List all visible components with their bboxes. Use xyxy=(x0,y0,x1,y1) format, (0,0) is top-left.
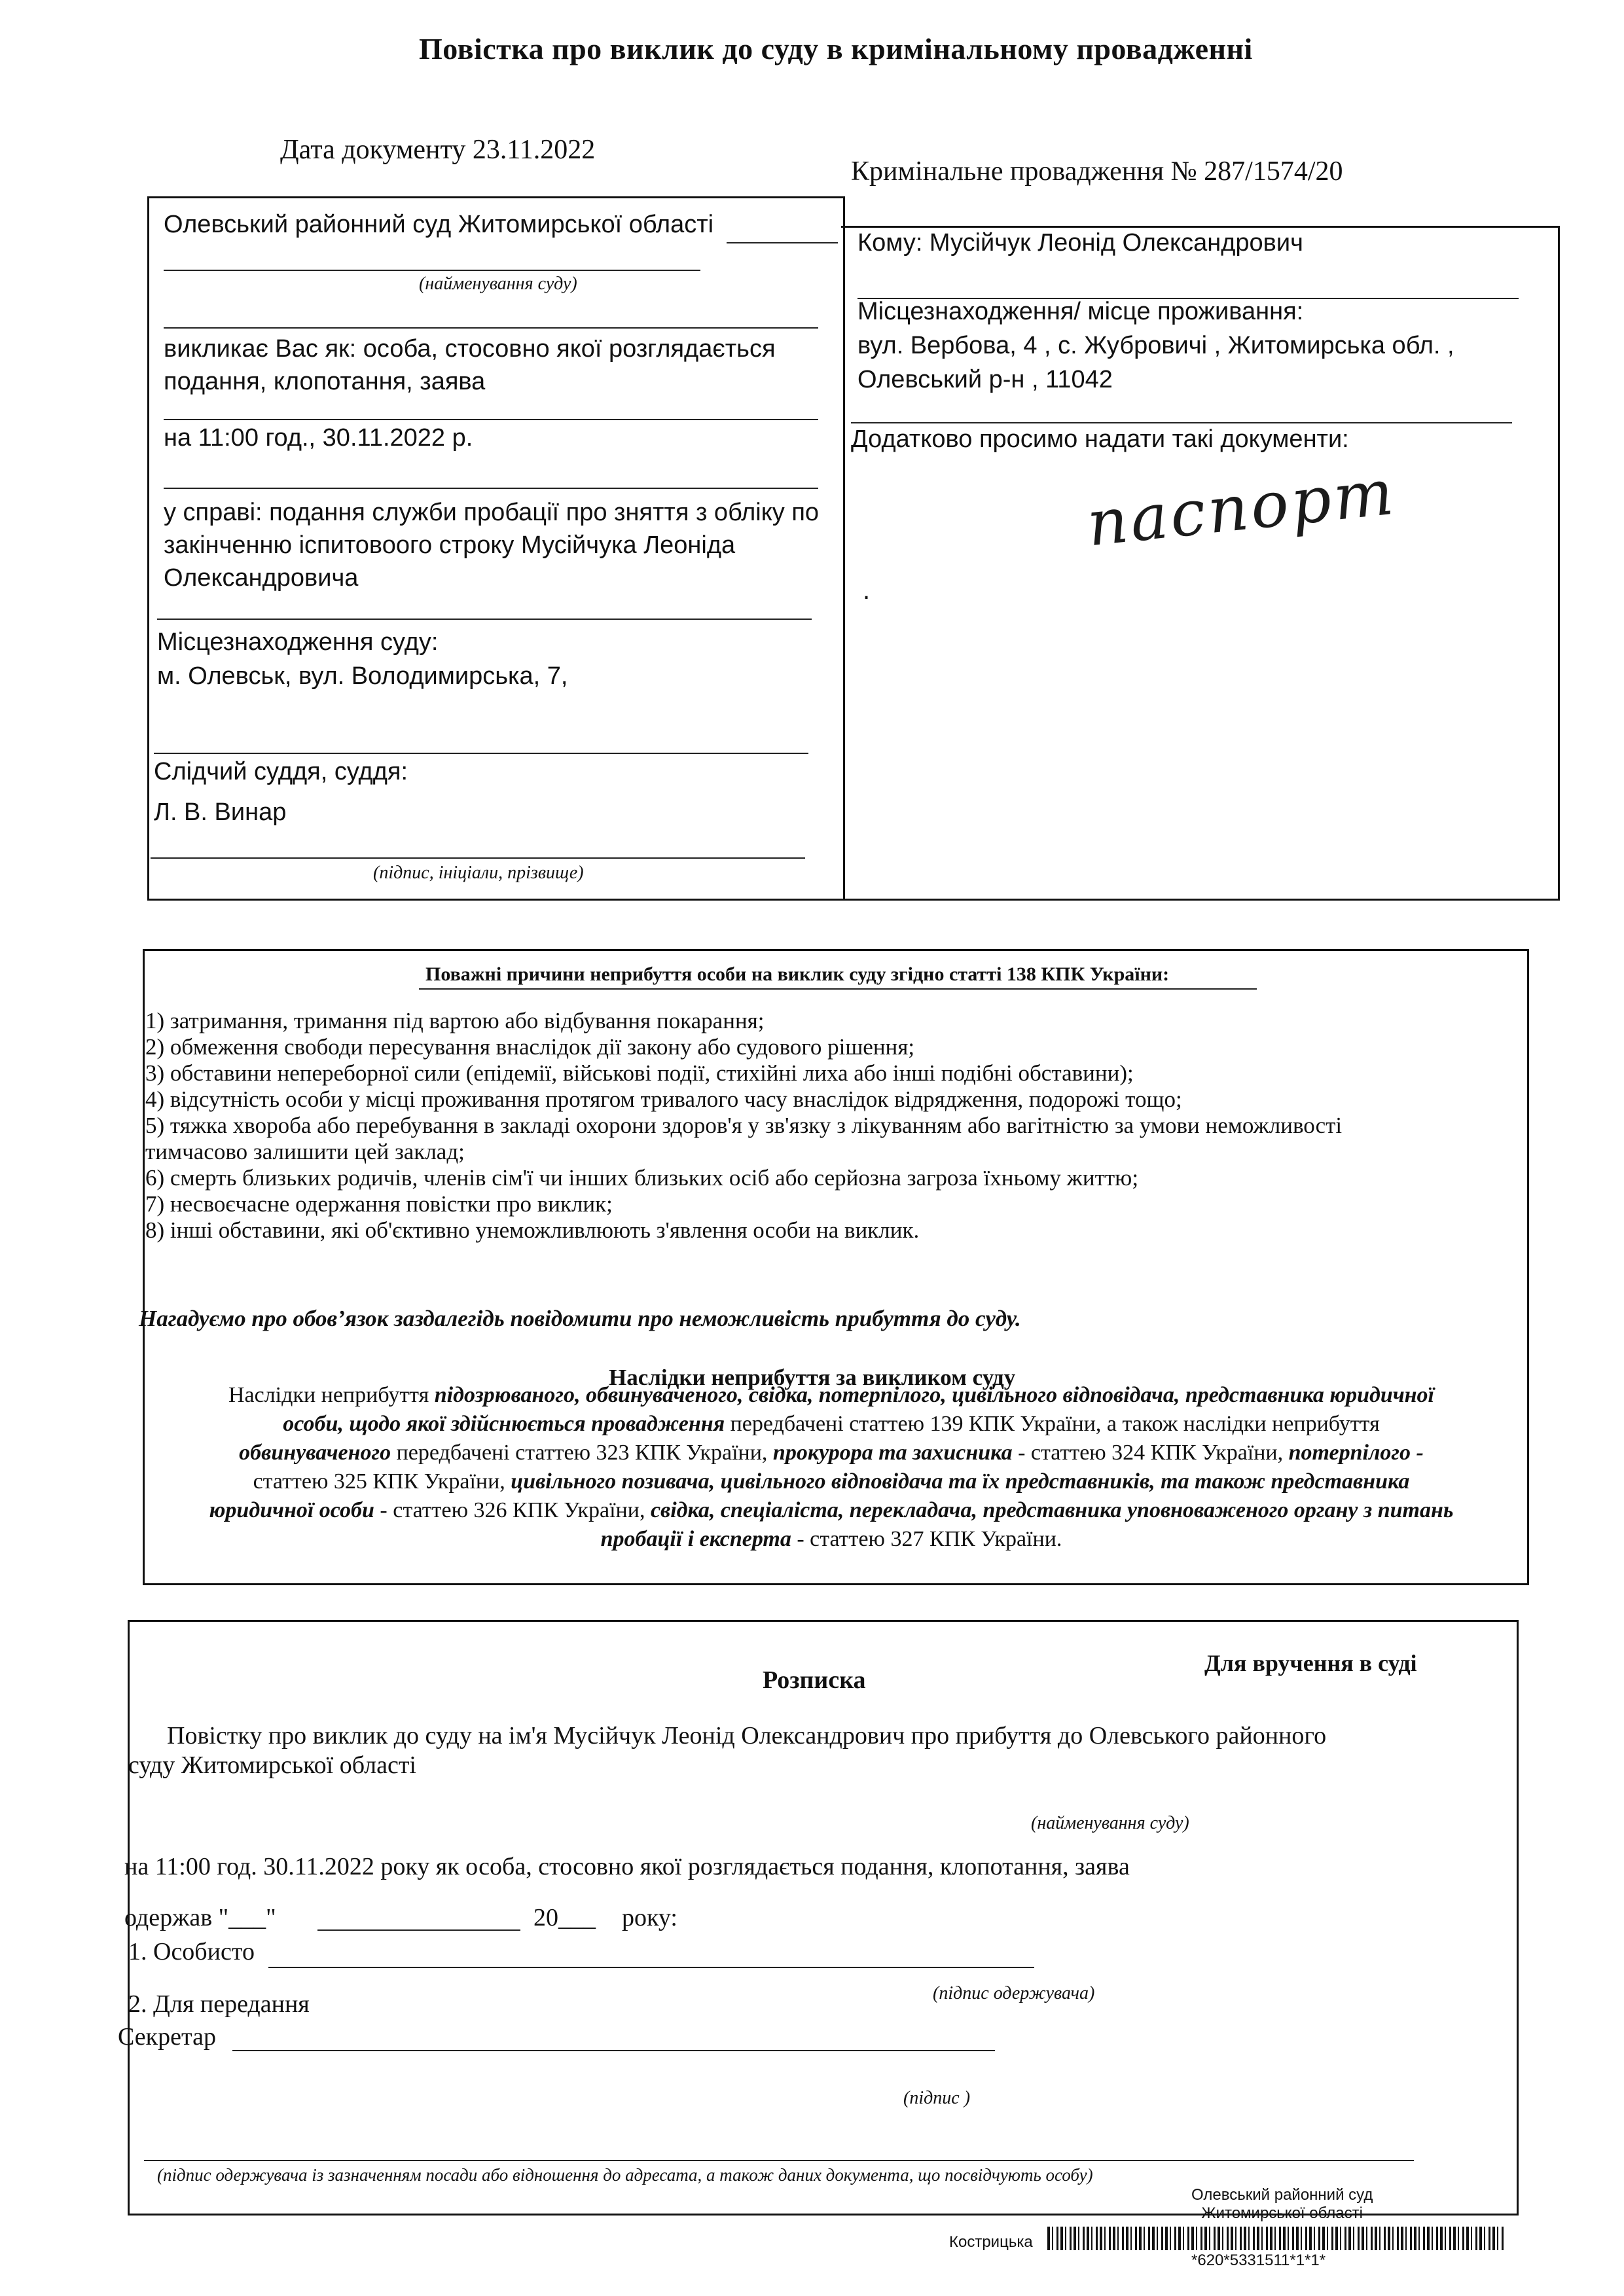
cons-text-emph: прокурора та захисника xyxy=(772,1441,1013,1465)
address-divider xyxy=(851,422,1512,423)
case-subject-line-3: Олександровича xyxy=(164,564,359,592)
document-title: Повістка про виклик до суду в кримінальному провадженні xyxy=(419,32,1253,65)
receipt-court-caption: (найменування суду) xyxy=(1031,1813,1189,1833)
court-location xyxy=(157,625,568,693)
cons-text-emph: цивільного позивача, цивільного відповідача та їх представників, та також представника xyxy=(511,1469,1410,1494)
barcode xyxy=(1047,2227,1506,2250)
consequences-line xyxy=(134,1410,1528,1439)
footer-court-line-2: Житомирської області xyxy=(1201,2204,1363,2222)
footer-clerk: Кострицька xyxy=(949,2233,1033,2251)
signature-caption: (підпис, ініціали, прізвище) xyxy=(373,863,584,883)
summons-as-line-1: викликає Вас як: особа, стосовно якої розглядається xyxy=(164,335,776,363)
consequences-line xyxy=(134,1467,1528,1496)
case-number: Кримінальне провадження № 287/1574/20 xyxy=(851,156,1343,187)
summons-as-line-2: подання, клопотання, заява xyxy=(164,368,486,395)
cons-text-emph: юридичної особи xyxy=(209,1498,374,1522)
bottom-caption: (підпис одержувача із зазначенням посади або відношення до адресата, а також даних документа, що посвідчують особу) xyxy=(157,2165,1093,2185)
consequences-line xyxy=(134,1496,1528,1525)
cons-text-emph: свідка, спеціаліста, перекладача, представника уповноваженого органу з питань xyxy=(650,1498,1454,1522)
bottom-line xyxy=(144,2160,1414,2161)
cons-text: - статтею 324 КПК України, xyxy=(1012,1441,1289,1465)
divider-2 xyxy=(164,419,818,420)
divider-4 xyxy=(157,619,812,620)
divider-1 xyxy=(164,327,818,329)
receipt-line-2: суду Житомирської області xyxy=(128,1751,416,1779)
consequences-text xyxy=(134,1381,1528,1554)
signature-line xyxy=(151,857,805,859)
summons-as xyxy=(164,332,776,398)
reason-item: 5) тяжка хвороба або перебування в закладі охорони здоров'я у зв'язку з лікуванням або вагітністю за умови неможливості xyxy=(145,1113,1343,1138)
cons-text-emph: підозрюваного, обвинуваченого, свідка, потерпілого, цивільного відповідача, представника юридичної xyxy=(434,1383,1434,1407)
barcode-text: *620*5331511*1*1* xyxy=(1191,2251,1326,2269)
secretary-label: Секретар xyxy=(118,2023,216,2051)
receipt-box xyxy=(128,1620,1519,2215)
consequences-line xyxy=(134,1381,1528,1410)
stray-dot: . xyxy=(863,576,871,605)
divider-3 xyxy=(164,488,818,489)
case-subject-line-1: у справі: подання служби пробації про зняття з обліку по xyxy=(164,499,820,526)
cons-text: - статтею 327 КПК України. xyxy=(791,1527,1062,1551)
reason-item: 2) обмеження свободи пересування внаслідок дії закону або судового рішення; xyxy=(145,1034,915,1060)
secretary-sign-caption: (підпис ) xyxy=(903,2088,971,2108)
handwritten-note: паспорт xyxy=(1083,455,1399,561)
receipt-line-3: на 11:00 год. 30.11.2022 року як особа, стосовно якої розглядається подання, клопотання, заява xyxy=(124,1853,1130,1880)
case-subject-line-2: закінченню іспитовоого строку Мусійчука Леоніда xyxy=(164,531,736,559)
recipient: Кому: Мусійчук Леонід Олександрович xyxy=(857,229,1303,257)
received-year-suffix: року: xyxy=(622,1904,677,1931)
court-location-label: Місцезнаходження суду: xyxy=(157,628,439,656)
recipient-sign-caption: (підпис одержувача) xyxy=(933,1983,1095,2003)
personally-line xyxy=(268,1967,1034,1968)
secretary-line xyxy=(232,2050,995,2051)
address-label: Місцезнаходження/ місце проживання: xyxy=(857,298,1304,325)
cons-text: передбачені статтею 323 КПК України, xyxy=(391,1441,773,1465)
consequences-title: Наслідки неприбуття за викликом суду xyxy=(609,1365,1016,1390)
cons-text-emph: потерпілого - xyxy=(1288,1441,1424,1465)
court-location-value: м. Олевськ, вул. Володимирська, 7, xyxy=(157,662,568,690)
reason-item: 8) інші обставини, які об'єктивно унеможливлюють з'явлення особи на виклик. xyxy=(145,1217,920,1243)
address-line-2: Олевський р-н , 11042 xyxy=(857,366,1113,393)
cons-text: Наслідки неприбуття xyxy=(228,1383,435,1407)
receipt-line-1: Повістку про виклик до суду на ім'я Мусійчук Леонід Олександрович про прибуття до Олевського районного xyxy=(167,1722,1327,1749)
cons-text-emph: пробації і експерта xyxy=(600,1527,791,1551)
hearing-datetime: на 11:00 год., 30.11.2022 р. xyxy=(164,424,473,452)
received-label: одержав "___" xyxy=(124,1904,276,1931)
reasons-title-underline xyxy=(419,988,1257,990)
judge-label: Слідчий суддя, суддя: xyxy=(154,758,408,785)
reason-item: 6) смерть близьких родичів, членів сім'ї чи інших близьких осіб або серйозна загроза їхньому життю; xyxy=(145,1165,1139,1191)
for-court-delivery: Для вручення в суді xyxy=(1204,1650,1417,1676)
court-name-line xyxy=(727,242,838,243)
reasons-title: Поважні причини неприбуття особи на виклик суду згідно статті 138 КПК України: xyxy=(425,963,1170,985)
consequences-line xyxy=(134,1525,1528,1554)
reason-item: тимчасово залишити цей заклад; xyxy=(145,1139,465,1164)
reasons-list xyxy=(145,1008,1342,1244)
cons-text: - статтею 326 КПК України, xyxy=(374,1498,651,1522)
reason-item: 3) обставини непереборної сили (епідемії, військові події, стихійні лиха або інші подібні обставини); xyxy=(145,1060,1134,1086)
reminder-text: Нагадуємо про обов’язок заздалегідь повідомити про неможливість прибуття до суду. xyxy=(139,1306,1021,1331)
document-date: Дата документу 23.11.2022 xyxy=(280,135,596,165)
court-name-line-2 xyxy=(164,270,700,271)
case-subject xyxy=(164,496,819,594)
court-caption: (найменування суду) xyxy=(419,274,577,294)
reason-item: 1) затримання, тримання під вартою або відбування покарання; xyxy=(145,1008,765,1033)
cons-text-emph: особи, щодо якої здійснюється провадження xyxy=(283,1412,725,1436)
address-line-1: вул. Вербова, 4 , с. Жубровичі , Житомирська обл. , xyxy=(857,332,1454,359)
received-date-line xyxy=(317,1929,520,1931)
judge-block xyxy=(154,751,408,833)
reason-item: 7) несвоєчасне одержання повістки про виклик; xyxy=(145,1191,613,1217)
additional-docs-label: Додатково просимо надати такі документи: xyxy=(851,425,1349,453)
for-transfer-label: 2. Для передання xyxy=(128,1990,310,2018)
court-name: Олевський районний суд Житомирської області xyxy=(164,211,714,238)
footer-court-line-1: Олевський районний суд xyxy=(1191,2186,1373,2204)
consequences-line xyxy=(134,1439,1528,1467)
cons-text: передбачені статтею 139 КПК України, а також наслідки неприбуття xyxy=(725,1412,1380,1436)
received-year: 20___ xyxy=(533,1904,596,1931)
receipt-title: Розписка xyxy=(763,1666,866,1694)
cons-text: статтею 325 КПК України, xyxy=(253,1469,511,1494)
judge-name: Л. В. Винар xyxy=(154,798,287,826)
footer-court xyxy=(1191,2186,1373,2223)
personally-label: 1. Особисто xyxy=(128,1938,255,1965)
cons-text-emph: обвинуваченого xyxy=(239,1441,391,1465)
reason-item: 4) відсутність особи у місці проживання протягом тривалого часу внаслідок відрядження, подорожі тощо; xyxy=(145,1086,1182,1112)
recipient-address xyxy=(857,295,1454,397)
